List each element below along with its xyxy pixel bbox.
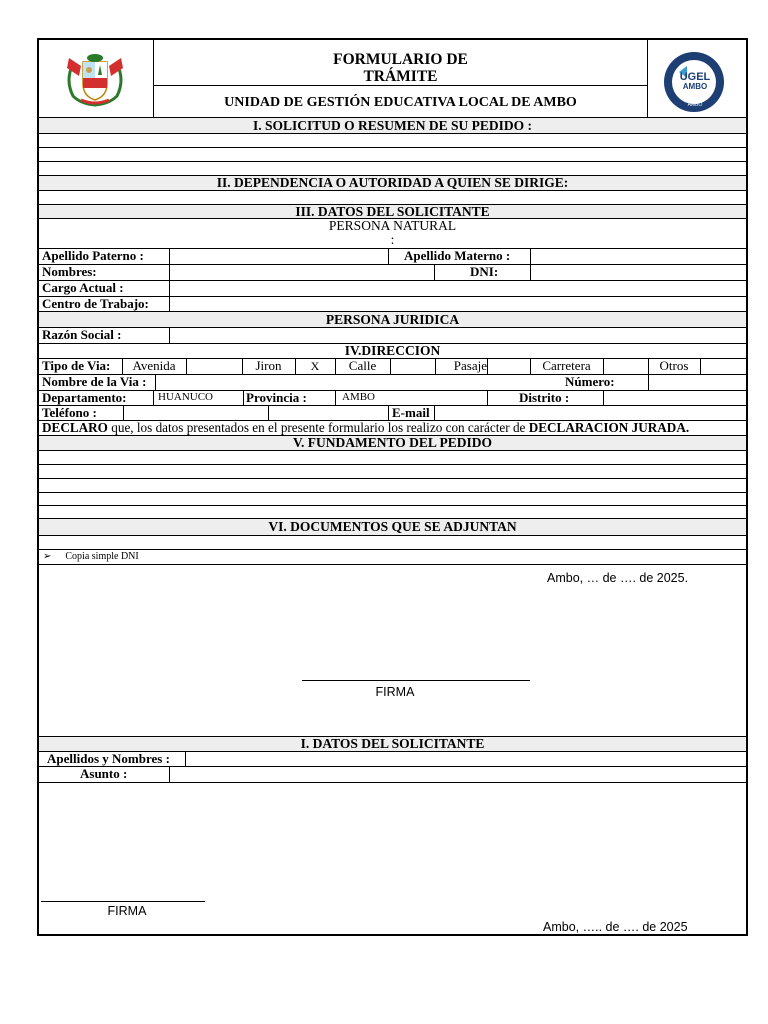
section-4-title: IV.DIRECCION [344, 343, 441, 358]
tipo-via-label: Tipo de Via: [42, 358, 111, 373]
section-datos-solicitante-2-title: I. DATOS DEL SOLICITANTE [300, 736, 485, 751]
fecha-2: Ambo, ….. de …. de 2025 [543, 920, 688, 934]
persona-natural-colon: : [390, 232, 395, 247]
solicitud-line-1[interactable] [39, 134, 746, 147]
solicitud-line-2[interactable] [39, 148, 746, 161]
via-jiron-box[interactable]: X [310, 359, 320, 373]
documento-item-1-text: Copia simple DNI [65, 551, 139, 562]
distrito-label: Distrito : [519, 390, 570, 405]
via-calle-box[interactable] [391, 359, 435, 374]
form-title-line1: FORMULARIO DE [333, 51, 468, 68]
asunto-field[interactable] [170, 767, 748, 782]
departamento-field[interactable]: HUANUCO [158, 391, 213, 403]
apellido-paterno-label: Apellido Paterno : [42, 248, 144, 263]
razon-social-field[interactable] [170, 328, 748, 343]
fundamento-line-4[interactable] [39, 493, 746, 505]
coat-of-arms-icon [63, 50, 127, 108]
via-carretera-box[interactable] [604, 359, 648, 374]
header-divider-right [647, 40, 648, 117]
telefono-field-2[interactable] [269, 406, 388, 420]
razon-social-label: Razón Social : [42, 327, 122, 342]
dni-label: DNI: [470, 264, 499, 279]
cargo-actual-label: Cargo Actual : [42, 280, 124, 295]
cargo-actual-field[interactable] [170, 281, 748, 296]
nombres-field[interactable] [170, 265, 434, 280]
ugel-ambo-logo [657, 50, 731, 114]
declaracion-jurada-text [42, 421, 689, 435]
fundamento-line-3[interactable] [39, 479, 746, 492]
bullet-arrow-icon: ➢ [43, 551, 52, 562]
fundamento-line-2[interactable] [39, 465, 746, 478]
peru-coat-of-arms-logo [63, 50, 127, 108]
section-3-title: III. DATOS DEL SOLICITANTE [295, 204, 490, 219]
via-option-carretera: Carretera [542, 358, 591, 373]
via-pasaje-box[interactable] [488, 359, 530, 374]
documentos-blank-line[interactable] [39, 536, 746, 549]
section-5-title: V. FUNDAMENTO DEL PEDIDO [292, 435, 493, 450]
firma-label-1: FIRMA [375, 685, 415, 699]
provincia-label: Provincia : [246, 390, 307, 405]
apellido-paterno-field[interactable] [170, 249, 388, 264]
documento-item-1 [43, 550, 139, 563]
numero-label: Número: [565, 374, 615, 389]
nombre-via-field[interactable] [156, 375, 529, 390]
firma-label-2: FIRMA [107, 904, 147, 918]
tramite-form [37, 38, 748, 936]
via-option-avenida: Avenida [132, 358, 176, 373]
ugel-logo-text: UGEL [679, 71, 711, 83]
signature-line-1[interactable] [302, 680, 530, 681]
declaracion-body: que, los datos presentados en el presente formulario los realizo con carácter de [107, 420, 529, 435]
fecha-1: Ambo, … de …. de 2025. [547, 571, 689, 585]
via-option-otros: Otros [659, 358, 689, 373]
numero-field[interactable] [649, 375, 748, 390]
section-1-title: I. SOLICITUD O RESUMEN DE SU PEDIDO : [252, 118, 533, 133]
declaracion-bold-1: DECLARO [42, 420, 108, 435]
ugel-logo-subtext: AMBO [682, 82, 708, 91]
section-6-title: VI. DOCUMENTOS QUE SE ADJUNTAN [268, 519, 517, 534]
fundamento-line-5[interactable] [39, 506, 746, 518]
form-title-line2: TRÁMITE [363, 68, 438, 85]
fundamento-line-1[interactable] [39, 451, 746, 464]
solicitud-line-3[interactable] [39, 162, 746, 175]
email-label: E-mail [392, 405, 430, 420]
apellido-materno-label: Apellido Materno : [404, 248, 511, 263]
ugel-logo-bottom-text: AMBO [687, 102, 703, 108]
provincia-field[interactable]: AMBO [342, 391, 376, 403]
section-2-title: II. DEPENDENCIA O AUTORIDAD A QUIEN SE DIRIGE: [216, 175, 569, 190]
persona-juridica-title: PERSONA JURIDICA [325, 312, 460, 327]
nombre-via-label: Nombre de la Via : [42, 374, 147, 389]
apellidos-nombres-field[interactable] [186, 752, 748, 766]
institution-name: UNIDAD DE GESTIÓN EDUCATIVA LOCAL DE AMBO [224, 95, 577, 110]
persona-natural-title: PERSONA NATURAL [328, 218, 457, 233]
apellido-materno-field[interactable] [531, 249, 748, 264]
via-option-pasaje: Pasaje [453, 358, 487, 373]
dependencia-field[interactable] [39, 191, 746, 204]
departamento-label: Departamento: [42, 390, 127, 405]
via-option-calle: Calle [348, 358, 377, 373]
apellidos-nombres-label: Apellidos y Nombres : [47, 751, 170, 766]
nombres-label: Nombres: [42, 264, 97, 279]
centro-trabajo-label: Centro de Trabajo: [42, 296, 149, 311]
centro-trabajo-field[interactable] [170, 297, 748, 311]
distrito-field[interactable] [604, 391, 748, 405]
email-field[interactable] [435, 406, 748, 420]
form-title [154, 51, 647, 85]
telefono-label: Teléfono : [42, 405, 97, 420]
declaracion-bold-2: DECLARACION JURADA. [528, 420, 690, 435]
telefono-field-1[interactable] [124, 406, 268, 420]
via-otros-box[interactable] [701, 359, 748, 374]
header-divider-middle [154, 85, 647, 86]
asunto-label: Asunto : [80, 766, 128, 781]
via-avenida-box[interactable] [187, 359, 242, 374]
signature-line-2[interactable] [41, 901, 205, 902]
dni-field[interactable] [531, 265, 748, 280]
via-option-jiron: Jiron [255, 358, 282, 373]
